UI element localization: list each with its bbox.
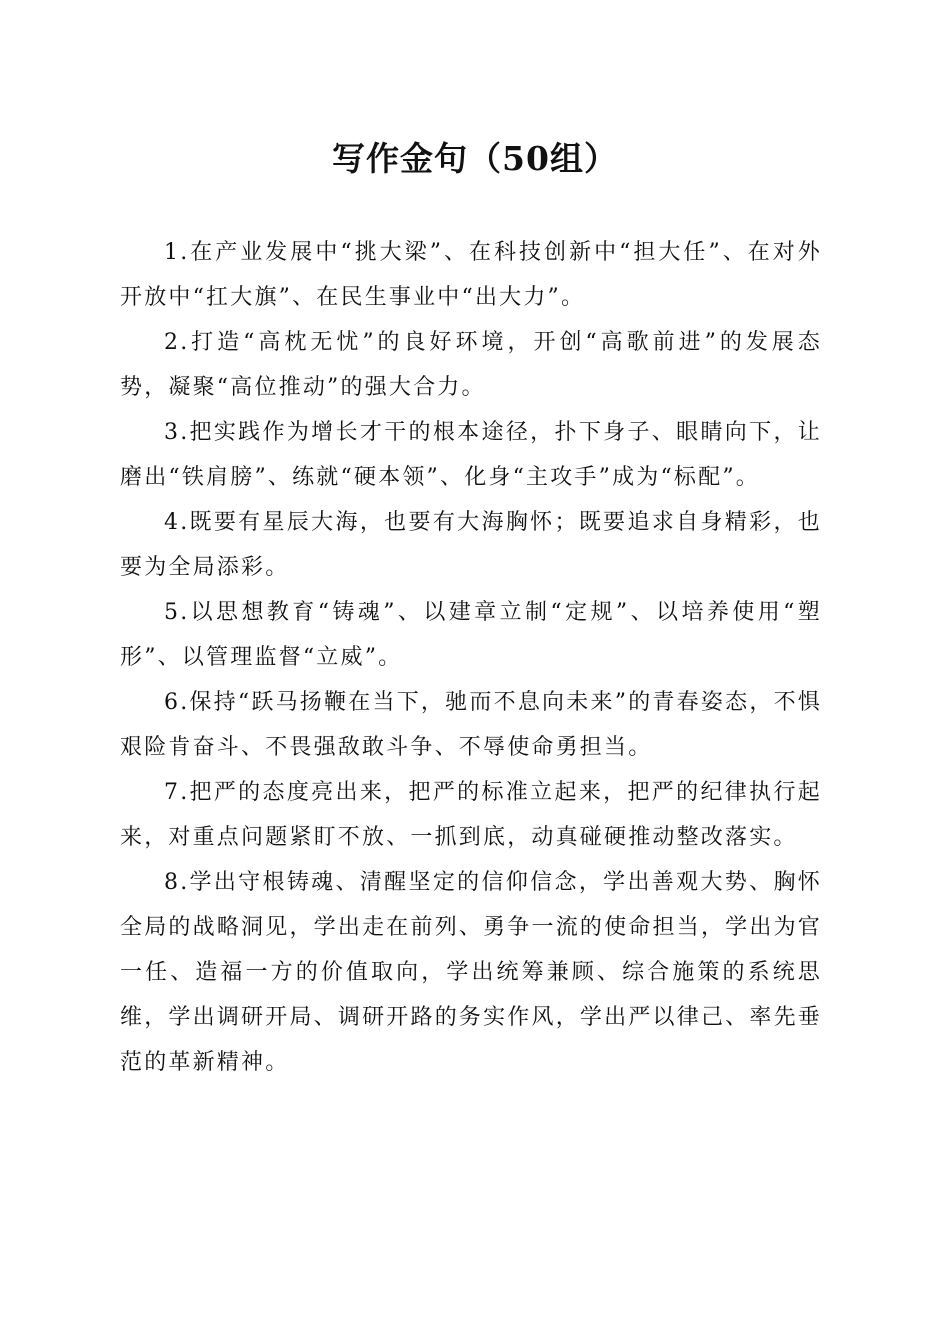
- paragraph-6: 6.保持“跃马扬鞭在当下，驰而不息向未来”的青春姿态，不惧艰险肯奋斗、不畏强敌敢斗争、不辱使命勇担当。: [120, 690, 822, 760]
- paragraph-7: 7.把严的态度亮出来，把严的标准立起来，把严的纪律执行起来，对重点问题紧盯不放、一抓到底，动真碰硬推动整改落实。: [120, 780, 822, 850]
- document-title: 写作金句（50组）: [332, 139, 618, 178]
- paragraph-5: 5.以思想教育“铸魂”、以建章立制“定规”、以培养使用“塑形”、以管理监督“立威”。: [120, 600, 822, 670]
- paragraph-1: 1.在产业发展中“挑大梁”、在科技创新中“担大任”、在对外开放中“扛大旗”、在民生事业中“出大力”。: [120, 240, 822, 310]
- paragraph-2: 2.打造“高枕无忧”的良好环境，开创“高歌前进”的发展态势，凝聚“高位推动”的强大合力。: [120, 330, 822, 400]
- paragraph-8: 8.学出守根铸魂、清醒坚定的信仰信念，学出善观大势、胸怀全局的战略洞见，学出走在前列、勇争一流的使命担当，学出为官一任、造福一方的价值取向，学出统筹兼顾、综合施策的系统思维，学出调研开局、调研开路的务实作风，学出严以律己、率先垂范的革新精神。: [120, 870, 822, 1075]
- paragraph-3: 3.把实践作为增长才干的根本途径，扑下身子、眼睛向下，让磨出“铁肩膀”、练就“硬本领”、化身“主攻手”成为“标配”。: [120, 420, 822, 490]
- paragraph-4: 4.既要有星辰大海，也要有大海胸怀；既要追求自身精彩，也要为全局添彩。: [120, 510, 822, 580]
- document-body: [120, 230, 822, 1085]
